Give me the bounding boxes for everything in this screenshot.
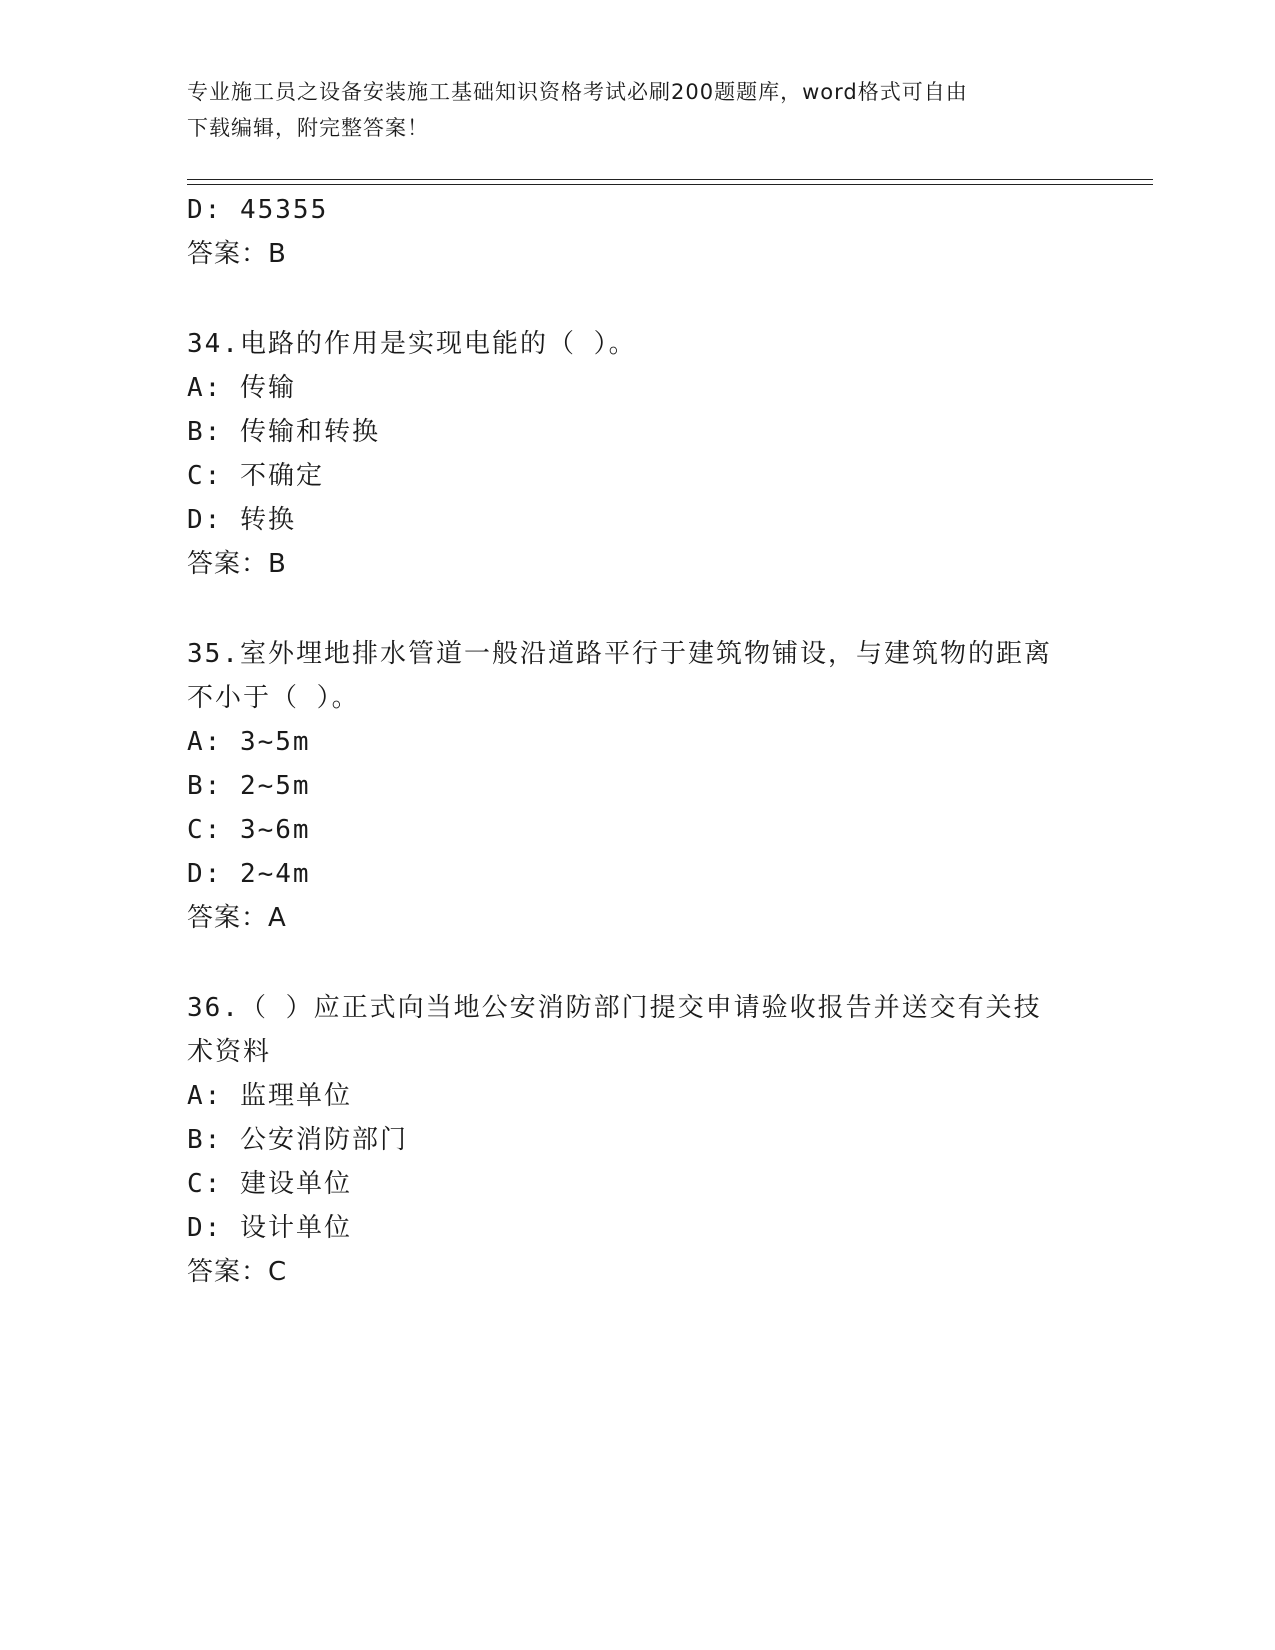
q35-answer: 答案：A	[187, 903, 287, 933]
q34-option-d: D: 转换	[187, 505, 296, 535]
q35-question-line-2: 不小于（ ）。	[187, 683, 360, 713]
q35-option-b: B: 2~5m	[187, 771, 311, 801]
header-title-line-2: 下载编辑，附完整答案！	[187, 116, 429, 140]
q36-question-line-2: 术资料	[187, 1037, 272, 1067]
q34-answer: 答案：B	[187, 549, 287, 579]
q36-answer: 答案：C	[187, 1257, 288, 1287]
q36-option-b: B: 公安消防部门	[187, 1125, 408, 1155]
q34-question: 34.电路的作用是实现电能的（ ）。	[187, 329, 637, 359]
q34-option-a: A: 传输	[187, 373, 296, 403]
q35-option-d: D: 2~4m	[187, 859, 311, 889]
q35-question-line-1: 35.室外埋地排水管道一般沿道路平行于建筑物铺设，与建筑物的距离	[187, 639, 1052, 669]
document-header	[187, 74, 1087, 146]
q35-option-a: A: 3~5m	[187, 727, 311, 757]
q36-question-line-1: 36.（ ）应正式向当地公安消防部门提交申请验收报告并送交有关技	[187, 993, 1042, 1023]
q36-option-d: D: 设计单位	[187, 1213, 352, 1243]
header-divider-top	[187, 179, 1153, 180]
header-title-line-1: 专业施工员之设备安装施工基础知识资格考试必刷200题题库，word格式可自由	[187, 80, 968, 104]
q36-option-c: C: 建设单位	[187, 1169, 352, 1199]
q35-option-c: C: 3~6m	[187, 815, 311, 845]
prev-option-d: D: 45355	[187, 195, 329, 225]
q34-option-c: C: 不确定	[187, 461, 324, 491]
q34-option-b: B: 传输和转换	[187, 417, 380, 447]
prev-answer: 答案：B	[187, 239, 287, 269]
header-divider-bottom	[187, 184, 1153, 185]
q36-option-a: A: 监理单位	[187, 1081, 352, 1111]
